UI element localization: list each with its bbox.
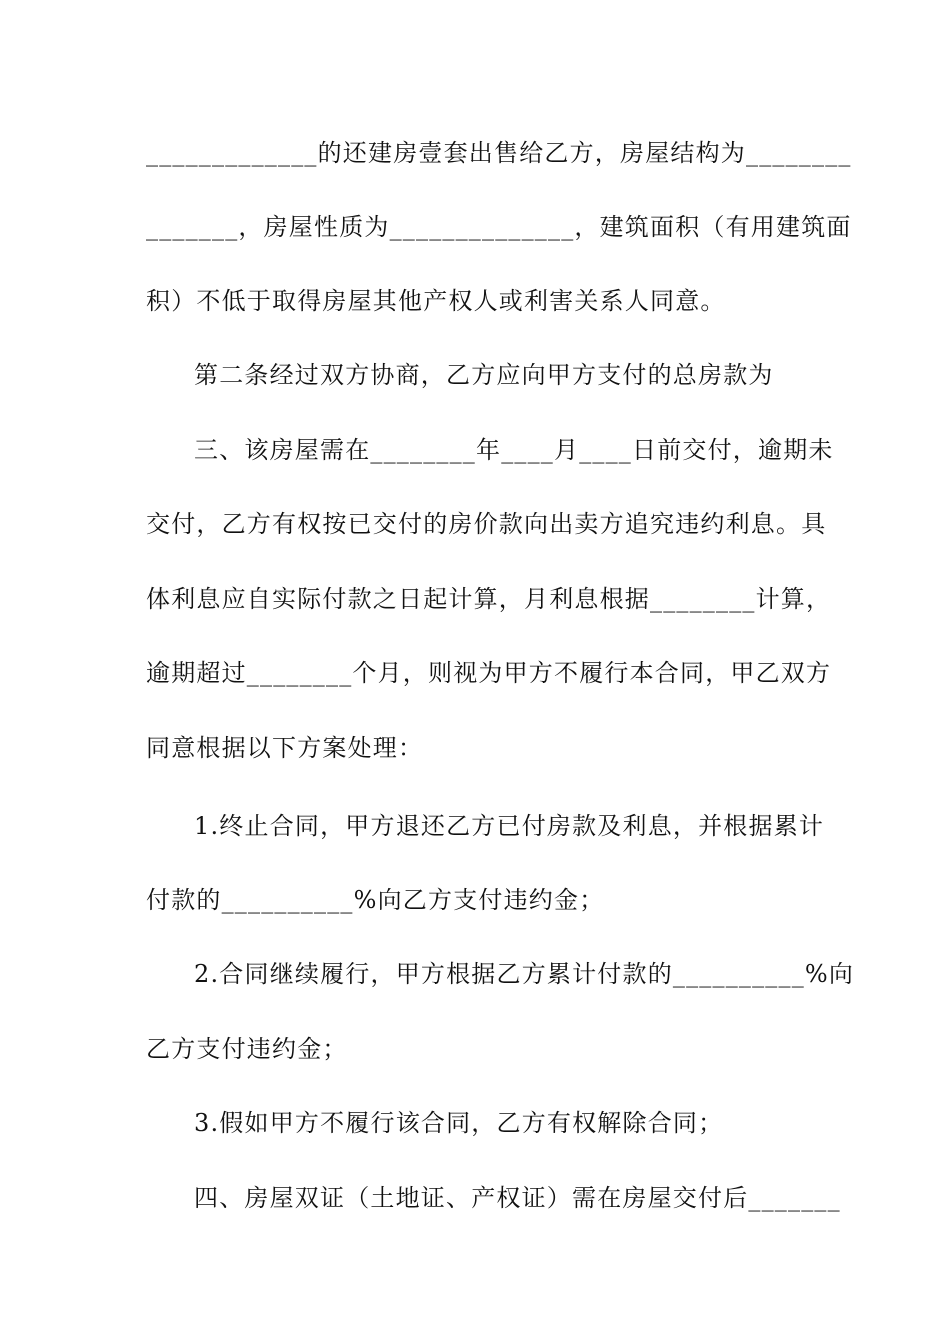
- text-line-3: 积）不低于取得房屋其他产权人或利害关系人同意。: [146, 287, 726, 315]
- text-line-6: 交付，乙方有权按已交付的房价款向出卖方追究违约利息。具: [146, 510, 827, 538]
- text-line-11: 付款的__________%向乙方支付违约金；: [146, 886, 605, 914]
- text-line-13: 乙方支付违约金；: [146, 1035, 348, 1063]
- text-line-2: _______，房屋性质为______________，建筑面积（有用建筑面: [146, 213, 852, 241]
- item-three-line: 3.假如甲方不履行该合同，乙方有权解除合同；: [194, 1109, 724, 1137]
- text-line-8: 逾期超过________个月，则视为甲方不履行本合同，甲乙双方: [146, 659, 832, 687]
- item-two-line: 2.合同继续履行，甲方根据乙方累计付款的__________%向: [194, 960, 855, 988]
- article-four-line: 四、房屋双证（土地证、产权证）需在房屋交付后_______: [194, 1184, 841, 1212]
- text-line-9: 同意根据以下方案处理：: [146, 734, 424, 762]
- article-two-line: 第二条经过双方协商，乙方应向甲方支付的总房款为: [194, 361, 774, 389]
- article-three-line-1: 三、该房屋需在________年____月____日前交付，逾期未: [194, 436, 834, 464]
- text-line-1: _____________的还建房壹套出售给乙方，房屋结构为________: [146, 139, 852, 167]
- text-line-7: 体利息应自实际付款之日起计算，月利息根据________计算，: [146, 585, 832, 613]
- item-one-line: 1.终止合同，甲方退还乙方已付房款及利息，并根据累计: [194, 812, 825, 840]
